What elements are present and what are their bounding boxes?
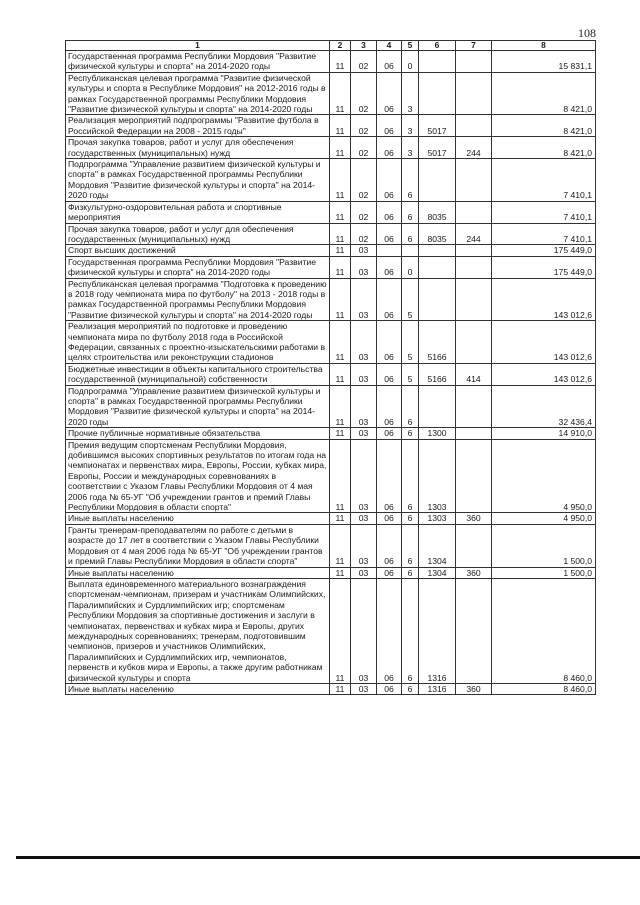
table-row <box>66 278 596 321</box>
row-name: Иные выплаты населению <box>66 567 330 578</box>
row-amount: 1 500,0 <box>492 524 596 567</box>
expense-code <box>456 245 492 256</box>
table-row <box>66 363 596 385</box>
subsection-code: 03 <box>351 578 377 683</box>
target-code <box>419 51 456 73</box>
target-code: 5017 <box>419 137 456 159</box>
row-name: Выплата единовременного материального вознаграждения спортсменам-чемпионам, призерам и участникам Олимпийских, Паралимпийских и Сурдлимпийских игр; спортсменам Республики Мордовия за спортивные достижения и заслуги в чемпионатах, первенствах и кубках мира и Европы, других международных соревнованиях; тренерам, подготовившим чемпионов, призеров и участников Олимпийских, Паралимпийских и Сурдлимпийских игр, чемпионатов, первенств и кубков мира и Европы, а также другим работникам физической культуры и спорта <box>66 578 330 683</box>
subsection-code: 03 <box>351 683 377 694</box>
row-amount: 8 460,0 <box>492 683 596 694</box>
section-code: 11 <box>330 278 351 321</box>
program-code: 06 <box>377 385 402 428</box>
expense-code <box>456 428 492 439</box>
table-row <box>66 256 596 278</box>
section-code: 11 <box>330 578 351 683</box>
subprogram-code: 6 <box>402 223 419 245</box>
target-code <box>419 278 456 321</box>
subprogram-code: 3 <box>402 72 419 115</box>
program-code: 06 <box>377 51 402 73</box>
section-code: 11 <box>330 245 351 256</box>
subsection-code: 03 <box>351 245 377 256</box>
row-name: Реализация мероприятий по подготовке и проведению чемпионата мира по футболу 2018 года в Российской Федерации, связанных с проектно-изыскательскими работами в целях строительства или реконструкции стадионов <box>66 321 330 364</box>
program-code: 06 <box>377 439 402 513</box>
subsection-code: 03 <box>351 385 377 428</box>
program-code: 06 <box>377 428 402 439</box>
program-code: 06 <box>377 137 402 159</box>
program-code: 06 <box>377 513 402 524</box>
program-code: 06 <box>377 223 402 245</box>
expense-code <box>456 385 492 428</box>
table-row <box>66 72 596 115</box>
table-row <box>66 524 596 567</box>
row-amount: 8 460,0 <box>492 578 596 683</box>
row-name: Государственная программа Республики Мордовия "Развитие физической культуры и спорта" на 2014-2020 годы <box>66 256 330 278</box>
row-name: Прочие публичные нормативные обязательства <box>66 428 330 439</box>
subsection-code: 02 <box>351 72 377 115</box>
target-code: 1316 <box>419 683 456 694</box>
target-code: 5166 <box>419 363 456 385</box>
row-amount: 143 012,6 <box>492 321 596 364</box>
program-code: 06 <box>377 278 402 321</box>
subsection-code: 03 <box>351 278 377 321</box>
table-row <box>66 385 596 428</box>
row-name: Республиканская целевая программа "Подготовка к проведению в 2018 году чемпионата мира по футболу" на 2013 - 2018 годы в рамках Государственной программы Республики Мордовия "Развитие физической культуры и спорта" на 2014-2020 годы <box>66 278 330 321</box>
table-body <box>66 51 596 695</box>
bottom-rule <box>16 856 640 859</box>
subprogram-code <box>402 245 419 256</box>
section-code: 11 <box>330 567 351 578</box>
subsection-code: 03 <box>351 567 377 578</box>
table-row <box>66 428 596 439</box>
section-code: 11 <box>330 428 351 439</box>
subsection-code: 03 <box>351 428 377 439</box>
section-code: 11 <box>330 524 351 567</box>
target-code <box>419 72 456 115</box>
row-name: Прочая закупка товаров, работ и услуг для обеспечения государственных (муниципальных) нужд <box>66 223 330 245</box>
table-row <box>66 223 596 245</box>
row-name: Иные выплаты населению <box>66 513 330 524</box>
program-code <box>377 245 402 256</box>
subsection-code: 02 <box>351 137 377 159</box>
row-name: Спорт высших достижений <box>66 245 330 256</box>
section-code: 11 <box>330 51 351 73</box>
expense-code <box>456 51 492 73</box>
column-header: 1 <box>66 41 330 51</box>
program-code: 06 <box>377 524 402 567</box>
table-row <box>66 201 596 223</box>
target-code: 5017 <box>419 115 456 137</box>
row-name: Подпрограмма "Управление развитием физической культуры и спорта" в рамках Государственной программы Республики Мордовия "Развитие физической культуры и спорта" на 2014-2020 годы <box>66 159 330 202</box>
section-code: 11 <box>330 223 351 245</box>
expense-code <box>456 524 492 567</box>
program-code: 06 <box>377 567 402 578</box>
table-row <box>66 567 596 578</box>
page-number: 108 <box>578 26 596 40</box>
row-amount: 1 500,0 <box>492 567 596 578</box>
expense-code <box>456 256 492 278</box>
expense-code: 360 <box>456 567 492 578</box>
subsection-code: 03 <box>351 513 377 524</box>
target-code: 1300 <box>419 428 456 439</box>
subprogram-code: 3 <box>402 137 419 159</box>
section-code: 11 <box>330 201 351 223</box>
subsection-code: 03 <box>351 363 377 385</box>
table-row <box>66 51 596 73</box>
expense-code <box>456 439 492 513</box>
expense-code <box>456 72 492 115</box>
subprogram-code: 3 <box>402 115 419 137</box>
subsection-code: 02 <box>351 201 377 223</box>
table-row <box>66 513 596 524</box>
row-amount: 175 449,0 <box>492 245 596 256</box>
section-code: 11 <box>330 385 351 428</box>
row-amount: 15 831,1 <box>492 51 596 73</box>
section-code: 11 <box>330 321 351 364</box>
row-name: Республиканская целевая программа "Развитие физической культуры и спорта в Республике Мордовия" на 2012-2016 годы в рамках Государственной программы Республики Мордовия "Развитие физической культуры и спорта" на 2014-2020 годы <box>66 72 330 115</box>
expense-code <box>456 201 492 223</box>
row-amount: 175 449,0 <box>492 256 596 278</box>
section-code: 11 <box>330 159 351 202</box>
target-code <box>419 245 456 256</box>
row-amount: 7 410,1 <box>492 201 596 223</box>
subprogram-code: 5 <box>402 321 419 364</box>
row-name: Реализация мероприятий подпрограммы "Развитие футбола в Российской Федерации на 2008 - 2015 годы" <box>66 115 330 137</box>
subprogram-code: 6 <box>402 524 419 567</box>
program-code: 06 <box>377 256 402 278</box>
row-name: Премия ведущим спортсменам Республики Мордовия, добившимся высоких спортивных результатов по итогам года на чемпионатах и первенствах мира, Европы, России, кубках мира, Европы, России и международных соревнованиях в соответствии с Указом Главы Республики Мордовия от 4 мая 2006 года № 65-УГ "Об учреждении грантов и премий Главы Республики Мордовия в области спорта" <box>66 439 330 513</box>
row-amount: 4 950,0 <box>492 439 596 513</box>
program-code: 06 <box>377 321 402 364</box>
subprogram-code: 5 <box>402 363 419 385</box>
row-name: Государственная программа Республики Мордовия "Развитие физической культуры и спорта" на 2014-2020 годы <box>66 51 330 73</box>
expense-code: 244 <box>456 223 492 245</box>
target-code: 1304 <box>419 567 456 578</box>
subsection-code: 02 <box>351 159 377 202</box>
subsection-code: 03 <box>351 256 377 278</box>
section-code: 11 <box>330 256 351 278</box>
subprogram-code: 6 <box>402 567 419 578</box>
target-code <box>419 159 456 202</box>
row-amount: 32 436,4 <box>492 385 596 428</box>
subsection-code: 03 <box>351 439 377 513</box>
expense-code: 360 <box>456 683 492 694</box>
row-amount: 4 950,0 <box>492 513 596 524</box>
subprogram-code: 6 <box>402 683 419 694</box>
row-name: Бюджетные инвестиции в объекты капитального строительства государственной (муниципальной) собственности <box>66 363 330 385</box>
table-row <box>66 578 596 683</box>
header-row <box>66 41 596 51</box>
row-amount: 8 421,0 <box>492 72 596 115</box>
section-code: 11 <box>330 683 351 694</box>
section-code: 11 <box>330 115 351 137</box>
row-amount: 7 410,1 <box>492 159 596 202</box>
subprogram-code: 6 <box>402 159 419 202</box>
row-name: Гранты тренерам-преподавателям по работе с детьми в возрасте до 17 лет в соответствии с Указом Главы Республики Мордовия от 4 мая 2006 года № 65-УГ "Об учреждении грантов и премий Главы Республики Мордовия в области спорта" <box>66 524 330 567</box>
expense-code <box>456 578 492 683</box>
subprogram-code: 6 <box>402 201 419 223</box>
subsection-code: 02 <box>351 223 377 245</box>
expense-code: 414 <box>456 363 492 385</box>
row-amount: 8 421,0 <box>492 115 596 137</box>
row-amount: 143 012,6 <box>492 278 596 321</box>
expense-code: 360 <box>456 513 492 524</box>
section-code: 11 <box>330 439 351 513</box>
subsection-code: 03 <box>351 524 377 567</box>
row-amount: 8 421,0 <box>492 137 596 159</box>
row-name: Иные выплаты населению <box>66 683 330 694</box>
program-code: 06 <box>377 201 402 223</box>
target-code: 1303 <box>419 439 456 513</box>
column-header: 3 <box>351 41 377 51</box>
column-header: 6 <box>419 41 456 51</box>
subsection-code: 02 <box>351 115 377 137</box>
table-row <box>66 439 596 513</box>
subprogram-code: 0 <box>402 51 419 73</box>
row-amount: 7 410,1 <box>492 223 596 245</box>
target-code: 1303 <box>419 513 456 524</box>
table-row <box>66 321 596 364</box>
program-code: 06 <box>377 159 402 202</box>
program-code: 06 <box>377 72 402 115</box>
subprogram-code: 6 <box>402 513 419 524</box>
column-header: 5 <box>402 41 419 51</box>
row-name: Подпрограмма "Управление развитием физической культуры и спорта" в рамках Государственной программы Республики Мордовия "Развитие физической культуры и спорта" на 2014-2020 годы <box>66 385 330 428</box>
row-amount: 143 012,6 <box>492 363 596 385</box>
table-row <box>66 159 596 202</box>
expense-code: 244 <box>456 137 492 159</box>
target-code <box>419 256 456 278</box>
target-code: 8035 <box>419 223 456 245</box>
subprogram-code: 6 <box>402 385 419 428</box>
section-code: 11 <box>330 363 351 385</box>
target-code: 8035 <box>419 201 456 223</box>
section-code: 11 <box>330 72 351 115</box>
row-name: Прочая закупка товаров, работ и услуг для обеспечения государственных (муниципальных) нужд <box>66 137 330 159</box>
section-code: 11 <box>330 137 351 159</box>
row-name: Физкультурно-оздоровительная работа и спортивные мероприятия <box>66 201 330 223</box>
program-code: 06 <box>377 363 402 385</box>
expense-code <box>456 278 492 321</box>
subsection-code: 03 <box>351 321 377 364</box>
subprogram-code: 5 <box>402 278 419 321</box>
table-row <box>66 137 596 159</box>
program-code: 06 <box>377 578 402 683</box>
expense-code <box>456 321 492 364</box>
subprogram-code: 0 <box>402 256 419 278</box>
target-code: 5166 <box>419 321 456 364</box>
column-header: 7 <box>456 41 492 51</box>
expense-code <box>456 159 492 202</box>
program-code: 06 <box>377 683 402 694</box>
budget-table <box>65 40 596 695</box>
table-row <box>66 115 596 137</box>
subprogram-code: 6 <box>402 428 419 439</box>
table-row <box>66 245 596 256</box>
row-amount: 14 910,0 <box>492 428 596 439</box>
column-header: 8 <box>492 41 596 51</box>
column-header: 2 <box>330 41 351 51</box>
section-code: 11 <box>330 513 351 524</box>
target-code: 1316 <box>419 578 456 683</box>
target-code <box>419 385 456 428</box>
column-header: 4 <box>377 41 402 51</box>
table-row <box>66 683 596 694</box>
subprogram-code: 6 <box>402 439 419 513</box>
subprogram-code: 6 <box>402 578 419 683</box>
expense-code <box>456 115 492 137</box>
subsection-code: 02 <box>351 51 377 73</box>
target-code: 1304 <box>419 524 456 567</box>
program-code: 06 <box>377 115 402 137</box>
